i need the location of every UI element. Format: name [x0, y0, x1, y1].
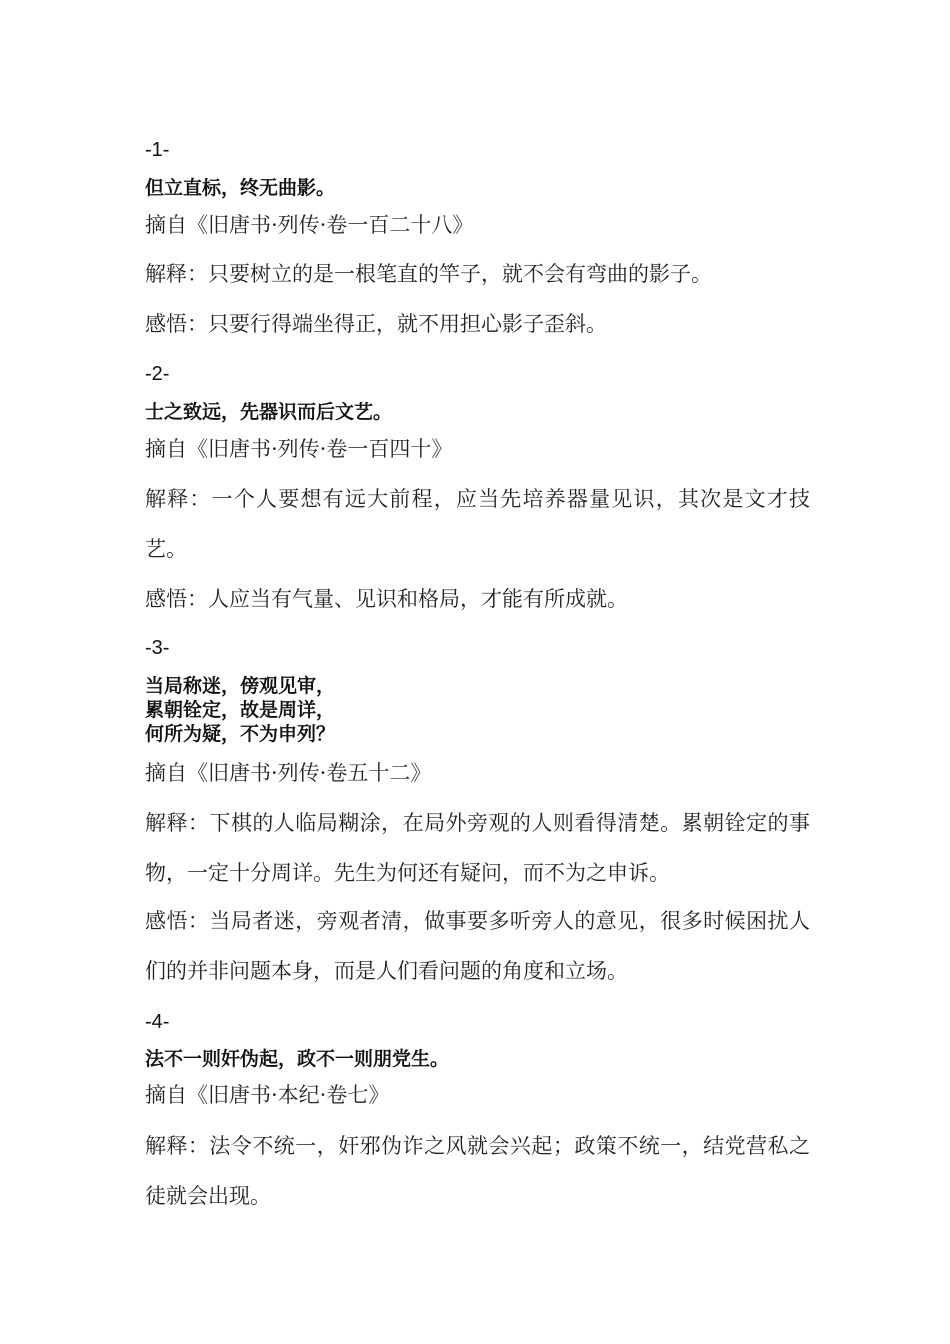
entry-4-quote: 法不一则奸伪起，政不一则朋党生。 [145, 1048, 450, 1070]
entry-4-number: -4- [145, 1011, 170, 1033]
entry-1-number: -1- [145, 139, 170, 161]
entry-2-insight: 感悟：人应当有气量、见识和格局，才能有所成就。 [145, 587, 628, 611]
entry-3-explanation: 解释：下棋的人临局糊涂，在局外旁观的人则看得清楚。累朝铨定的事物，一定十分周详。先生为何还有疑问，而不为之申诉。 [145, 811, 810, 885]
entry-1-insight: 感悟：只要行得端坐得正，就不用担心影子歪斜。 [145, 312, 607, 336]
entry-2-quote: 士之致远，先器识而后文艺。 [145, 401, 393, 423]
entry-2-number: -2- [145, 363, 170, 385]
entry-2-source: 摘自《旧唐书·列传·卷一百四十》 [145, 437, 453, 461]
entry-3-quote-line-3: 何所为疑，不为申列？ [145, 723, 336, 745]
entry-3-source: 摘自《旧唐书·列传·卷五十二》 [145, 761, 432, 785]
entry-3-quote-line-1: 当局称迷，傍观见审， [145, 675, 336, 697]
entry-1-explanation: 解释：只要树立的是一根笔直的竿子，就不会有弯曲的影子。 [145, 262, 712, 286]
entry-2-explanation: 解释：一个人要想有远大前程，应当先培养器量见识，其次是文才技艺。 [145, 487, 810, 561]
entry-3-quote-line-2: 累朝铨定，故是周详， [145, 699, 336, 721]
entry-1-source: 摘自《旧唐书·列传·卷一百二十八》 [145, 213, 474, 237]
entry-3-number: -3- [145, 637, 170, 659]
entry-4-explanation: 解释：法令不统一，奸邪伪诈之风就会兴起；政策不统一，结党营私之徒就会出现。 [145, 1134, 810, 1208]
entry-3-insight: 感悟：当局者迷，旁观者清，做事要多听旁人的意见，很多时候困扰人们的并非问题本身，而是人们看问题的角度和立场。 [145, 909, 810, 983]
entry-4-source: 摘自《旧唐书·本纪·卷七》 [145, 1083, 390, 1107]
entry-1-quote: 但立直标，终无曲影。 [145, 177, 336, 199]
